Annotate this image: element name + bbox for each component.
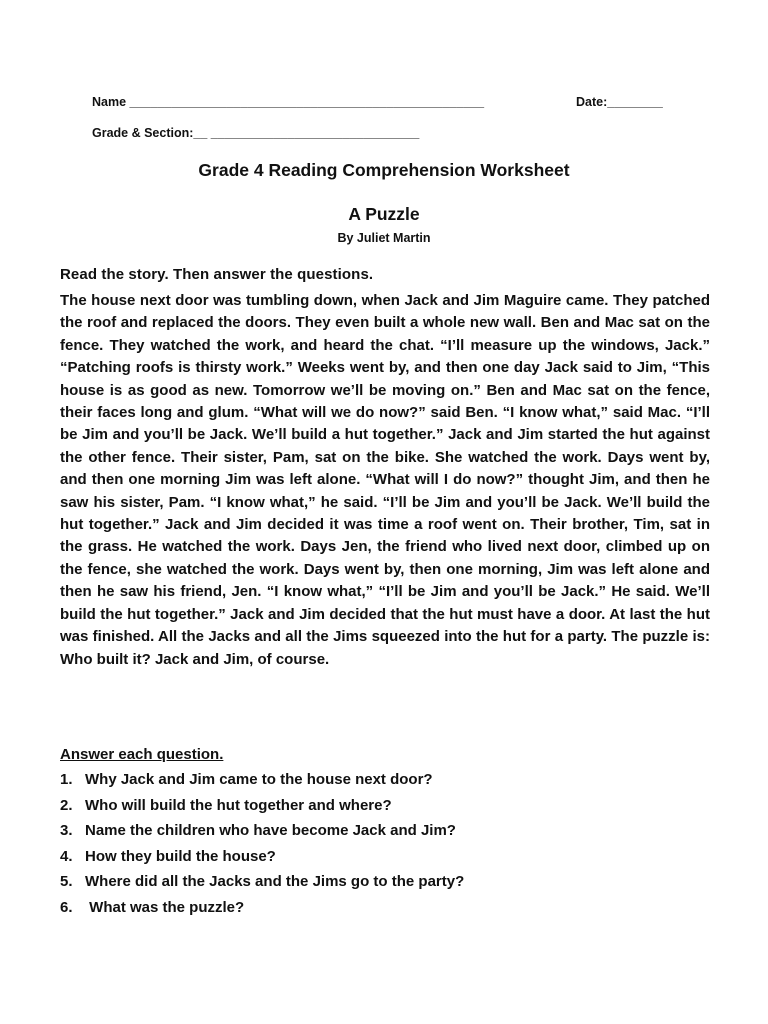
- question-item: [60, 873, 710, 899]
- question-text: Who will build the hut together and where?: [85, 796, 392, 814]
- question-item: [60, 848, 710, 874]
- date-field-line: Date:________: [576, 95, 663, 109]
- story-title: A Puzzle: [348, 204, 420, 224]
- worksheet-title: Grade 4 Reading Comprehension Worksheet: [198, 160, 570, 180]
- name-field-line: Name ___________________________________________________: [92, 95, 485, 109]
- question-number: 4.: [60, 847, 73, 865]
- question-text: Name the children who have become Jack and Jim?: [85, 822, 456, 840]
- question-text: What was the puzzle?: [85, 898, 245, 916]
- question-item: [60, 797, 710, 823]
- question-item: [60, 899, 710, 925]
- question-number: 3.: [60, 822, 73, 840]
- question-text: How they build the house?: [85, 847, 276, 865]
- reading-instruction: Read the story. Then answer the questions.: [60, 266, 374, 283]
- question-number: 5.: [60, 873, 73, 891]
- question-number: 2.: [60, 796, 73, 814]
- question-item: [60, 771, 710, 797]
- story-author: By Juliet Martin: [337, 231, 431, 245]
- story-body: The house next door was tumbling down, when Jack and Jim Maguire came. They patched the roof and replaced the doors. They even built a whole new wall. Ben and Mac sat on the fence. They watched the work, and heard the chat. “I’ll measure up the windows, Jack.” “Patching roofs is thirsty work.” Weeks went by, and then one day Jack said to Jim, “This house is as good as new. Tomorrow we’ll be moving on.” Ben and Mac sat on the fence, their faces long and glum. “What will we do now?” said Ben. “I know what,” said Mac. “I’ll be Jim and you’ll be Jack. We’ll build a hut together.” Jack and Jim started the hut against the other fence. Their sister, Pam, sat on the bike. She watched the work. Days went by, and then one morning Jim was left alone. “What will I do now?” thought Jim, and then he saw his sister, Pam. “I know what,” he said. “I’ll be Jim and you’ll be Jack. We’ll build the hut together.” Jack and Jim decided it was time a roof went on. Their brother, Tim, sat in the grass. He watched the work. Days Jen, the friend who lived next door, climbed up on the fence, she watched the work. Days went by, then one morning, Jim was left alone and then he saw his friend, Jen. “I know what,” “I’ll be Jim and you’ll be Jack.” He said. We’ll build the hut together.” Jack and Jim decided that the hut must have a door. At last the hut was finished. All the Jacks and all the Jims squeezed into the hut for a party. The puzzle is: Who built it? Jack and Jim, of course.: [60, 292, 710, 668]
- question-text: Why Jack and Jim came to the house next door?: [85, 771, 433, 788]
- question-number: 1.: [60, 771, 73, 788]
- grade-section-field-line: Grade & Section:__ ______________________________: [92, 126, 420, 140]
- question-number: 6.: [60, 898, 73, 916]
- question-item: [60, 822, 710, 848]
- question-text: Where did all the Jacks and the Jims go to the party?: [85, 873, 465, 891]
- answer-heading: Answer each question.: [60, 746, 224, 763]
- question-list: [60, 771, 710, 925]
